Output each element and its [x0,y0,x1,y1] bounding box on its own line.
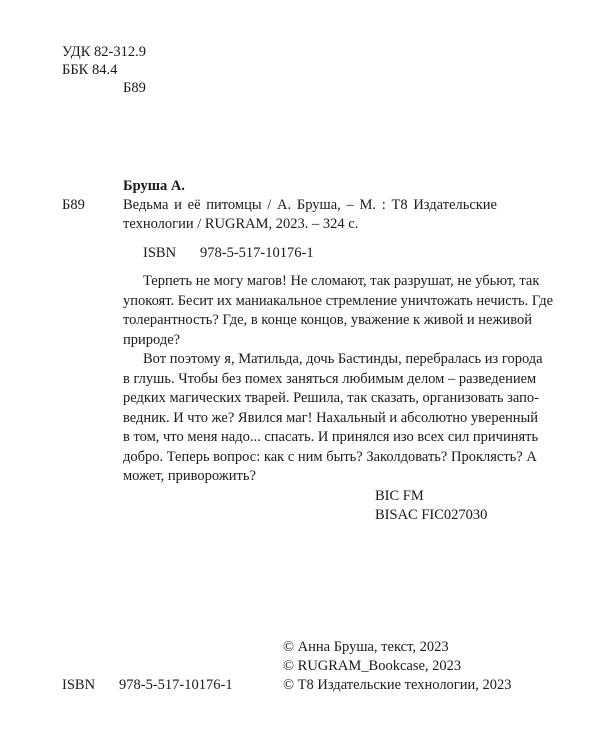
annotation-line: может, приворожить? [123,468,256,484]
annotation-paragraph-1 [123,272,554,350]
copyright-t8: © Т8 Издательские технологии, 2023 [283,677,512,693]
isbn-record [143,245,314,262]
author-mark: Б89 [62,197,85,213]
bic-code: BIC FM [375,488,424,504]
annotation-line: Терпеть не могу магов! Не сломают, так разрушат, не убьют, так [143,273,540,289]
annotation-line: упокоят. Бесит их маниакальное стремление уничтожать нечисть. Где [123,292,554,309]
annotation-line: толерантность? Где, в конце концов, уважение к живой и неживой [123,312,532,328]
description-line-1: Ведьма и её питомцы / А. Бруша, – М. : Т8 Издательские [123,197,497,213]
annotation-line: Вот поэтому я, Матильда, дочь Бастинды, перебралась из города [143,351,543,367]
isbn-footer [62,677,233,694]
annotation-line: ведник. И что же? Явился маг! Нахальный и абсолютно уверенный [123,409,539,426]
author-mark-top: Б89 [123,80,146,96]
annotation-line: редких магических тварей. Решила, так сказать, организовать запо- [123,390,539,406]
annotation-line: природе? [123,331,181,348]
copyright-rugram: © RUGRAM_Bookcase, 2023 [283,658,462,674]
annotation-line: в глушь. Чтобы без помех заняться любимым делом – разведением [123,370,537,387]
annotation-line: в том, что меня надо... спасать. И принялся изо всех сил причинять [123,429,539,445]
annotation-paragraph-2 [123,350,543,487]
isbn-label: ISBN [143,245,177,261]
description-line-2: технологии / RUGRAM, 2023. – 324 с. [123,216,359,232]
bbk-code: ББК 84.4 [62,62,118,78]
bisac-code: BISAC FIC027030 [375,507,488,523]
isbn-footer-value: 978-5-517-10176-1 [119,677,233,693]
udk-code: УДК 82-312.9 [62,44,146,60]
isbn-value: 978-5-517-10176-1 [200,245,314,261]
isbn-footer-label: ISBN [62,677,96,693]
copyright-author: © Анна Бруша, текст, 2023 [283,639,449,655]
annotation-line: добро. Теперь вопрос: как с ним быть? Заколдовать? Проклясть? А [123,448,537,465]
author-heading: Бруша А. [123,178,185,194]
